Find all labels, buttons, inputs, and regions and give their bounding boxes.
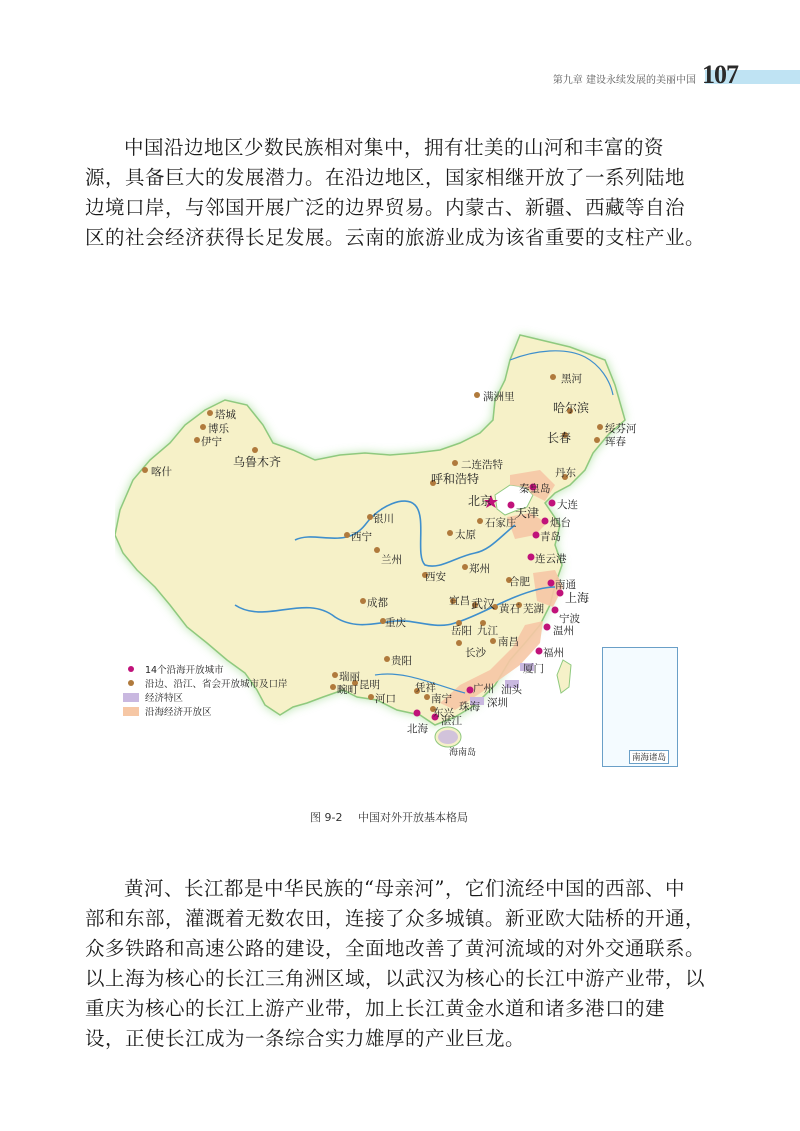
city-label-shijiazhuang: 石家庄 (485, 517, 517, 529)
sez-hainan (438, 730, 458, 744)
city-dot-heihe (550, 374, 556, 380)
city-label-wuhan: 武汉 (471, 597, 496, 611)
city-label-dalian: 大连 (557, 499, 578, 511)
city-label-ningbo: 宁波 (559, 613, 580, 625)
legend-label: 经济特区 (145, 693, 184, 704)
text-line: 众多铁路和高速公路的建设，全面地改善了黄河流域的对外交通联系。 (85, 937, 706, 960)
city-dot-chengdu (360, 598, 366, 604)
legend-dot-coastal-city (128, 666, 134, 672)
city-label-dongxing: 东兴 (433, 707, 454, 719)
city-label-shenzhen: 深圳 (487, 697, 508, 709)
south-china-sea-inset (602, 647, 678, 767)
city-dot-xining (344, 532, 350, 538)
taiwan (557, 660, 571, 693)
city-dot-hunchun (594, 437, 600, 443)
inset-label: 南海诸岛 (629, 750, 669, 764)
city-label-chengdu: 成都 (367, 597, 388, 609)
city-label-beijing: 北京 (468, 494, 493, 508)
city-dot-hekou (368, 694, 374, 700)
city-label-urumqi: 乌鲁木齐 (233, 455, 282, 469)
city-label-nanchang: 南昌 (498, 636, 519, 648)
city-label-bole: 博乐 (208, 423, 229, 435)
city-dot-erenhot (452, 460, 458, 466)
city-dot-ningbo (552, 607, 559, 614)
figure-caption (310, 809, 468, 825)
city-label-taiyuan: 太原 (455, 529, 476, 541)
legend-swatch-sez (123, 693, 139, 702)
city-label-jiujiang: 九江 (477, 625, 498, 637)
city-label-changchun: 长春 (547, 431, 572, 445)
city-dot-lanzhou (374, 547, 380, 553)
city-dot-wanding (330, 684, 336, 690)
chapter-title: 第九章 建设永续发展的美丽中国 (552, 75, 696, 86)
city-label-wanding: 畹町 (337, 684, 358, 696)
text-line: 源，具备巨大的发展潜力。在沿边地区，国家相继开放了一系列陆地 (85, 166, 686, 189)
page-number: 107 (702, 60, 738, 89)
city-dot-yantai (542, 518, 549, 525)
city-dot-kashgar (142, 467, 148, 473)
text-line: 边境口岸，与邻国开展广泛的边界贸易。内蒙古、新疆、西藏等自治 (85, 196, 686, 219)
city-label-pingxiang: 凭祥 (415, 682, 436, 694)
city-label-hunchun: 珲春 (605, 436, 626, 448)
city-dot-shijiazhuang (477, 518, 483, 524)
city-label-manzhouli: 满洲里 (483, 391, 515, 403)
city-label-xining: 西宁 (351, 531, 372, 543)
legend-swatch-coastal-zone (123, 707, 139, 716)
city-label-beihai: 北海 (407, 723, 428, 735)
legend-item (123, 676, 288, 690)
legend-item (123, 662, 288, 676)
city-dot-fuzhou (536, 648, 543, 655)
city-dot-nantong (548, 580, 555, 587)
city-label-chongqing: 重庆 (385, 617, 406, 629)
paragraph-rivers (85, 874, 715, 1054)
city-label-hekou: 河口 (375, 693, 396, 705)
city-label-suifenhe: 绥芬河 (605, 423, 637, 435)
city-label-kashgar: 喀什 (151, 466, 172, 478)
city-label-dandong: 丹东 (555, 467, 576, 479)
opening-up-map (115, 325, 680, 770)
legend-label: 沿海经济开放区 (145, 707, 212, 718)
city-label-nantong: 南通 (555, 579, 576, 591)
city-label-harbin: 哈尔滨 (553, 401, 590, 415)
figure-title: 中国对外开放基本格局 (357, 811, 468, 824)
city-dot-wenzhou (544, 624, 551, 631)
city-label-huangshi: 黄石 (499, 603, 520, 615)
legend-label: 沿边、沿江、省会开放城市及口岸 (145, 679, 288, 690)
city-label-guangzhou: 广州 (473, 683, 494, 695)
text-line: 重庆为核心的长江上游产业带，加上长江黄金水道和诸多港口的建 (85, 997, 666, 1020)
city-dot-beihai (414, 710, 421, 717)
city-label-xian: 西安 (425, 571, 446, 583)
map-legend (123, 662, 288, 718)
city-label-yinchuan: 银川 (373, 513, 394, 525)
city-dot-dalian (549, 500, 556, 507)
city-label-shanghai: 上海 (565, 591, 590, 605)
city-label-zhanjiang: 湛江 (441, 715, 462, 727)
city-dot-guiyang (384, 656, 390, 662)
city-label-yichang: 宜昌 (449, 595, 470, 607)
city-dot-tianjin (508, 502, 515, 509)
city-label-guiyang: 贵阳 (391, 655, 412, 667)
city-dot-changsha (456, 640, 462, 646)
city-label-yining: 伊宁 (201, 436, 222, 448)
city-dot-manzhouli (474, 392, 480, 398)
city-label-tianjin: 天津 (515, 506, 540, 520)
city-dot-ruili (332, 672, 338, 678)
city-label-tacheng: 塔城 (215, 409, 236, 421)
city-label-hainan-dao: 海南岛 (449, 748, 477, 758)
city-label-heihe: 黑河 (561, 373, 582, 385)
city-dot-taiyuan (447, 530, 453, 536)
legend-dot-inland-city (128, 680, 134, 686)
legend-item (123, 690, 288, 704)
text-line: 部和东部，灌溉着无数农田，连接了众多城镇。新亚欧大陆桥的开通， (85, 907, 706, 930)
city-label-kunming: 昆明 (359, 679, 380, 691)
paragraph-border-regions (85, 133, 715, 253)
city-label-wuhu: 芜湖 (523, 603, 544, 615)
city-dot-tacheng (207, 410, 213, 416)
city-label-ruili: 瑞丽 (339, 671, 360, 683)
city-dot-suifenhe (597, 424, 603, 430)
text-line: 以上海为核心的长江三角洲区域，以武汉为核心的长江中游产业带，以 (85, 967, 706, 990)
city-label-yueyang: 岳阳 (451, 625, 472, 637)
city-label-zhengzhou: 郑州 (469, 563, 490, 575)
city-label-hefei: 合肥 (509, 576, 530, 588)
city-label-changsha: 长沙 (465, 647, 486, 659)
city-label-lanzhou: 兰州 (381, 554, 402, 566)
city-label-fuzhou: 福州 (543, 647, 564, 659)
city-dot-yining (194, 437, 200, 443)
text-line: 区的社会经济获得长足发展。云南的旅游业成为该省重要的支柱产业。 (85, 226, 706, 249)
city-label-nanning: 南宁 (431, 693, 452, 705)
city-dot-lianyungang (528, 554, 535, 561)
city-dot-qingdao (533, 532, 540, 539)
text-line: 黄河、长江都是中华民族的“母亲河”，它们流经中国的西部、中 (124, 877, 685, 900)
city-label-lianyungang: 连云港 (535, 553, 567, 565)
city-label-xiamen: 厦门 (523, 663, 544, 675)
city-label-qinhuangdao: 秦皇岛 (519, 483, 551, 495)
city-label-erenhot: 二连浩特 (461, 459, 503, 471)
city-label-hohhot: 呼和浩特 (431, 472, 480, 486)
city-dot-nanchang (490, 638, 496, 644)
city-label-wenzhou: 温州 (553, 625, 574, 637)
city-label-shantou: 汕头 (501, 684, 522, 696)
page-header (0, 56, 800, 94)
text-line: 设，正使长江成为一条综合实力雄厚的产业巨龙。 (85, 1027, 526, 1050)
figure-number: 图 9-2 (310, 811, 343, 824)
city-dot-bole (200, 424, 206, 430)
legend-item (123, 704, 288, 718)
city-dot-zhengzhou (462, 564, 468, 570)
text-line: 中国沿边地区少数民族相对集中，拥有壮美的山河和丰富的资 (124, 136, 665, 159)
city-label-zhuhai: 珠海 (459, 701, 480, 713)
city-label-qingdao: 青岛 (540, 531, 561, 543)
legend-label: 14个沿海开放城市 (145, 665, 224, 676)
city-label-yantai: 烟台 (550, 517, 571, 529)
